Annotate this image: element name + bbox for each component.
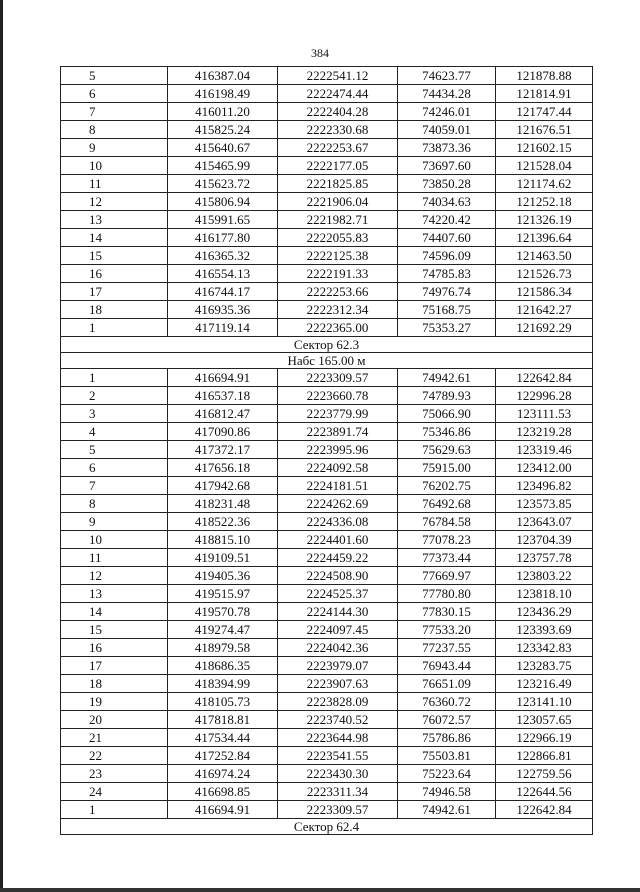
x-coordinate-cell: 416537.18: [168, 387, 278, 405]
table-row: [61, 765, 593, 783]
x-coordinate-cell: 417656.18: [168, 459, 278, 477]
local-y-cell: 121396.64: [496, 229, 593, 247]
table-row: [61, 229, 593, 247]
y-coordinate-cell: 2224508.90: [278, 567, 398, 585]
x-coordinate-cell: 419109.51: [168, 549, 278, 567]
table-row: [61, 585, 593, 603]
point-number-cell: 1: [61, 369, 168, 387]
y-coordinate-cell: 2223311.34: [278, 783, 398, 801]
local-x-cell: 76360.72: [398, 693, 496, 711]
section3-header: [61, 819, 593, 835]
table-row: [61, 603, 593, 621]
x-coordinate-cell: 416011.20: [168, 103, 278, 121]
point-number-cell: 6: [61, 85, 168, 103]
coordinates-table: [60, 66, 593, 835]
point-number-cell: 19: [61, 693, 168, 711]
y-coordinate-cell: 2224459.22: [278, 549, 398, 567]
local-x-cell: 77078.23: [398, 531, 496, 549]
y-coordinate-cell: 2221982.71: [278, 211, 398, 229]
local-y-cell: 122644.56: [496, 783, 593, 801]
point-number-cell: 9: [61, 139, 168, 157]
local-x-cell: 77237.55: [398, 639, 496, 657]
local-x-cell: 76943.44: [398, 657, 496, 675]
x-coordinate-cell: 416698.85: [168, 783, 278, 801]
x-coordinate-cell: 415806.94: [168, 193, 278, 211]
point-number-cell: 18: [61, 301, 168, 319]
local-x-cell: 75915.00: [398, 459, 496, 477]
point-number-cell: 17: [61, 283, 168, 301]
point-number-cell: 10: [61, 157, 168, 175]
x-coordinate-cell: 415991.65: [168, 211, 278, 229]
local-x-cell: 76784.58: [398, 513, 496, 531]
x-coordinate-cell: 415465.99: [168, 157, 278, 175]
point-number-cell: 4: [61, 423, 168, 441]
local-y-cell: 122759.56: [496, 765, 593, 783]
section2-title: Сектор 62.3: [61, 337, 593, 353]
table-row: [61, 549, 593, 567]
local-x-cell: 75786.86: [398, 729, 496, 747]
x-coordinate-cell: 416365.32: [168, 247, 278, 265]
local-y-cell: 123412.00: [496, 459, 593, 477]
table-row: [61, 405, 593, 423]
point-number-cell: 6: [61, 459, 168, 477]
point-number-cell: 7: [61, 477, 168, 495]
table-row: [61, 193, 593, 211]
point-number-cell: 16: [61, 639, 168, 657]
table-row: [61, 477, 593, 495]
local-x-cell: 76072.57: [398, 711, 496, 729]
table-row: [61, 175, 593, 193]
table-row: [61, 387, 593, 405]
y-coordinate-cell: 2221825.85: [278, 175, 398, 193]
x-coordinate-cell: 417252.84: [168, 747, 278, 765]
x-coordinate-cell: 416812.47: [168, 405, 278, 423]
local-x-cell: 74434.28: [398, 85, 496, 103]
point-number-cell: 15: [61, 247, 168, 265]
local-y-cell: 121814.91: [496, 85, 593, 103]
y-coordinate-cell: 2224092.58: [278, 459, 398, 477]
table-row: [61, 567, 593, 585]
section1-body: [61, 67, 593, 337]
local-x-cell: 73873.36: [398, 139, 496, 157]
local-x-cell: 75346.86: [398, 423, 496, 441]
local-y-cell: 123141.10: [496, 693, 593, 711]
section3-title: Сектор 62.4: [61, 819, 593, 835]
table-row: [61, 783, 593, 801]
y-coordinate-cell: 2222330.68: [278, 121, 398, 139]
table-row: [61, 531, 593, 549]
local-x-cell: 73697.60: [398, 157, 496, 175]
section-subtitle-row: [61, 353, 593, 369]
local-y-cell: 123573.85: [496, 495, 593, 513]
y-coordinate-cell: 2224262.69: [278, 495, 398, 513]
local-y-cell: 123757.78: [496, 549, 593, 567]
point-number-cell: 2: [61, 387, 168, 405]
local-x-cell: 74407.60: [398, 229, 496, 247]
local-x-cell: 75168.75: [398, 301, 496, 319]
point-number-cell: 24: [61, 783, 168, 801]
section-title-row: [61, 819, 593, 835]
table-row: [61, 675, 593, 693]
y-coordinate-cell: 2223644.98: [278, 729, 398, 747]
local-y-cell: 123496.82: [496, 477, 593, 495]
local-y-cell: 121526.73: [496, 265, 593, 283]
local-y-cell: 123111.53: [496, 405, 593, 423]
local-y-cell: 123393.69: [496, 621, 593, 639]
point-number-cell: 1: [61, 319, 168, 337]
table-row: [61, 301, 593, 319]
y-coordinate-cell: 2223907.63: [278, 675, 398, 693]
local-y-cell: 123219.28: [496, 423, 593, 441]
x-coordinate-cell: 416554.13: [168, 265, 278, 283]
x-coordinate-cell: 416935.36: [168, 301, 278, 319]
table-row: [61, 639, 593, 657]
local-y-cell: 123436.29: [496, 603, 593, 621]
x-coordinate-cell: 416974.24: [168, 765, 278, 783]
point-number-cell: 3: [61, 405, 168, 423]
local-y-cell: 123818.10: [496, 585, 593, 603]
x-coordinate-cell: 416387.04: [168, 67, 278, 85]
local-x-cell: 77669.97: [398, 567, 496, 585]
y-coordinate-cell: 2222312.34: [278, 301, 398, 319]
table-row: [61, 369, 593, 387]
point-number-cell: 8: [61, 495, 168, 513]
local-x-cell: 75503.81: [398, 747, 496, 765]
x-coordinate-cell: 416694.91: [168, 801, 278, 819]
table-row: [61, 801, 593, 819]
table-row: [61, 211, 593, 229]
x-coordinate-cell: 417372.17: [168, 441, 278, 459]
x-coordinate-cell: 416744.17: [168, 283, 278, 301]
y-coordinate-cell: 2223740.52: [278, 711, 398, 729]
y-coordinate-cell: 2223995.96: [278, 441, 398, 459]
table-row: [61, 747, 593, 765]
x-coordinate-cell: 418522.36: [168, 513, 278, 531]
local-x-cell: 74942.61: [398, 369, 496, 387]
x-coordinate-cell: 418105.73: [168, 693, 278, 711]
y-coordinate-cell: 2222055.83: [278, 229, 398, 247]
point-number-cell: 13: [61, 585, 168, 603]
section2-body: [61, 369, 593, 819]
point-number-cell: 9: [61, 513, 168, 531]
local-y-cell: 122866.81: [496, 747, 593, 765]
x-coordinate-cell: 416177.80: [168, 229, 278, 247]
point-number-cell: 5: [61, 441, 168, 459]
point-number-cell: 11: [61, 549, 168, 567]
scan-border-bottom: [0, 888, 640, 892]
point-number-cell: 11: [61, 175, 168, 193]
table-row: [61, 247, 593, 265]
local-x-cell: 77533.20: [398, 621, 496, 639]
y-coordinate-cell: 2223779.99: [278, 405, 398, 423]
y-coordinate-cell: 2222253.67: [278, 139, 398, 157]
table-row: [61, 85, 593, 103]
x-coordinate-cell: 418979.58: [168, 639, 278, 657]
y-coordinate-cell: 2222474.44: [278, 85, 398, 103]
table-row: [61, 513, 593, 531]
local-y-cell: 121326.19: [496, 211, 593, 229]
local-y-cell: 121676.51: [496, 121, 593, 139]
table-row: [61, 441, 593, 459]
x-coordinate-cell: 418394.99: [168, 675, 278, 693]
x-coordinate-cell: 417119.14: [168, 319, 278, 337]
local-x-cell: 77373.44: [398, 549, 496, 567]
table-row: [61, 103, 593, 121]
local-x-cell: 75066.90: [398, 405, 496, 423]
table-row: [61, 423, 593, 441]
local-x-cell: 74596.09: [398, 247, 496, 265]
local-x-cell: 74623.77: [398, 67, 496, 85]
local-y-cell: 121692.29: [496, 319, 593, 337]
point-number-cell: 18: [61, 675, 168, 693]
local-x-cell: 74785.83: [398, 265, 496, 283]
y-coordinate-cell: 2224401.60: [278, 531, 398, 549]
x-coordinate-cell: 416694.91: [168, 369, 278, 387]
x-coordinate-cell: 417942.68: [168, 477, 278, 495]
table-row: [61, 265, 593, 283]
point-number-cell: 13: [61, 211, 168, 229]
y-coordinate-cell: 2223309.57: [278, 369, 398, 387]
x-coordinate-cell: 419405.36: [168, 567, 278, 585]
x-coordinate-cell: 417534.44: [168, 729, 278, 747]
x-coordinate-cell: 415623.72: [168, 175, 278, 193]
point-number-cell: 23: [61, 765, 168, 783]
table-row: [61, 283, 593, 301]
local-y-cell: 123319.46: [496, 441, 593, 459]
table-row: [61, 729, 593, 747]
y-coordinate-cell: 2223541.55: [278, 747, 398, 765]
x-coordinate-cell: 417090.86: [168, 423, 278, 441]
local-x-cell: 74034.63: [398, 193, 496, 211]
table-row: [61, 319, 593, 337]
local-x-cell: 73850.28: [398, 175, 496, 193]
x-coordinate-cell: 418815.10: [168, 531, 278, 549]
point-number-cell: 12: [61, 567, 168, 585]
y-coordinate-cell: 2223979.07: [278, 657, 398, 675]
y-coordinate-cell: 2222404.28: [278, 103, 398, 121]
local-y-cell: 121878.88: [496, 67, 593, 85]
local-x-cell: 75353.27: [398, 319, 496, 337]
table-row: [61, 621, 593, 639]
x-coordinate-cell: 415640.67: [168, 139, 278, 157]
y-coordinate-cell: 2224336.08: [278, 513, 398, 531]
y-coordinate-cell: 2224181.51: [278, 477, 398, 495]
local-x-cell: 77830.15: [398, 603, 496, 621]
local-x-cell: 75629.63: [398, 441, 496, 459]
point-number-cell: 5: [61, 67, 168, 85]
local-x-cell: 77780.80: [398, 585, 496, 603]
y-coordinate-cell: 2224097.45: [278, 621, 398, 639]
point-number-cell: 8: [61, 121, 168, 139]
x-coordinate-cell: 418231.48: [168, 495, 278, 513]
table-row: [61, 459, 593, 477]
local-y-cell: 121463.50: [496, 247, 593, 265]
x-coordinate-cell: 419515.97: [168, 585, 278, 603]
y-coordinate-cell: 2224525.37: [278, 585, 398, 603]
y-coordinate-cell: 2224144.30: [278, 603, 398, 621]
point-number-cell: 14: [61, 603, 168, 621]
section-title-row: [61, 337, 593, 353]
point-number-cell: 15: [61, 621, 168, 639]
local-x-cell: 74059.01: [398, 121, 496, 139]
local-y-cell: 123643.07: [496, 513, 593, 531]
table-row: [61, 157, 593, 175]
local-x-cell: 74246.01: [398, 103, 496, 121]
y-coordinate-cell: 2222253.66: [278, 283, 398, 301]
section2-subtitle: Набс 165.00 м: [61, 353, 593, 369]
local-y-cell: 123342.83: [496, 639, 593, 657]
local-x-cell: 75223.64: [398, 765, 496, 783]
y-coordinate-cell: 2222125.38: [278, 247, 398, 265]
local-x-cell: 74946.58: [398, 783, 496, 801]
point-number-cell: 14: [61, 229, 168, 247]
table-row: [61, 657, 593, 675]
local-y-cell: 122642.84: [496, 369, 593, 387]
point-number-cell: 12: [61, 193, 168, 211]
table-row: [61, 67, 593, 85]
local-x-cell: 74942.61: [398, 801, 496, 819]
local-y-cell: 122642.84: [496, 801, 593, 819]
local-y-cell: 123803.22: [496, 567, 593, 585]
y-coordinate-cell: 2223891.74: [278, 423, 398, 441]
x-coordinate-cell: 415825.24: [168, 121, 278, 139]
point-number-cell: 10: [61, 531, 168, 549]
y-coordinate-cell: 2222177.05: [278, 157, 398, 175]
x-coordinate-cell: 419274.47: [168, 621, 278, 639]
table-row: [61, 139, 593, 157]
point-number-cell: 20: [61, 711, 168, 729]
point-number-cell: 22: [61, 747, 168, 765]
y-coordinate-cell: 2222191.33: [278, 265, 398, 283]
table-row: [61, 711, 593, 729]
y-coordinate-cell: 2223828.09: [278, 693, 398, 711]
local-x-cell: 74976.74: [398, 283, 496, 301]
local-x-cell: 74789.93: [398, 387, 496, 405]
local-y-cell: 121252.18: [496, 193, 593, 211]
local-y-cell: 122966.19: [496, 729, 593, 747]
table-row: [61, 495, 593, 513]
y-coordinate-cell: 2222365.00: [278, 319, 398, 337]
y-coordinate-cell: 2223309.57: [278, 801, 398, 819]
local-y-cell: 121528.04: [496, 157, 593, 175]
y-coordinate-cell: 2223430.30: [278, 765, 398, 783]
section2-header: [61, 337, 593, 369]
x-coordinate-cell: 419570.78: [168, 603, 278, 621]
local-y-cell: 121747.44: [496, 103, 593, 121]
local-y-cell: 123057.65: [496, 711, 593, 729]
y-coordinate-cell: 2223660.78: [278, 387, 398, 405]
local-y-cell: 121642.27: [496, 301, 593, 319]
local-x-cell: 76492.68: [398, 495, 496, 513]
local-y-cell: 121586.34: [496, 283, 593, 301]
point-number-cell: 16: [61, 265, 168, 283]
local-x-cell: 74220.42: [398, 211, 496, 229]
local-x-cell: 76202.75: [398, 477, 496, 495]
local-y-cell: 121174.62: [496, 175, 593, 193]
point-number-cell: 7: [61, 103, 168, 121]
local-y-cell: 121602.15: [496, 139, 593, 157]
local-y-cell: 123216.49: [496, 675, 593, 693]
local-y-cell: 123283.75: [496, 657, 593, 675]
x-coordinate-cell: 417818.81: [168, 711, 278, 729]
local-x-cell: 76651.09: [398, 675, 496, 693]
table-row: [61, 121, 593, 139]
y-coordinate-cell: 2224042.36: [278, 639, 398, 657]
local-y-cell: 122996.28: [496, 387, 593, 405]
point-number-cell: 1: [61, 801, 168, 819]
scan-border-left: [0, 0, 3, 892]
x-coordinate-cell: 418686.35: [168, 657, 278, 675]
y-coordinate-cell: 2222541.12: [278, 67, 398, 85]
table-row: [61, 693, 593, 711]
x-coordinate-cell: 416198.49: [168, 85, 278, 103]
local-y-cell: 123704.39: [496, 531, 593, 549]
page-number: 384: [311, 46, 329, 60]
y-coordinate-cell: 2221906.04: [278, 193, 398, 211]
point-number-cell: 21: [61, 729, 168, 747]
point-number-cell: 17: [61, 657, 168, 675]
